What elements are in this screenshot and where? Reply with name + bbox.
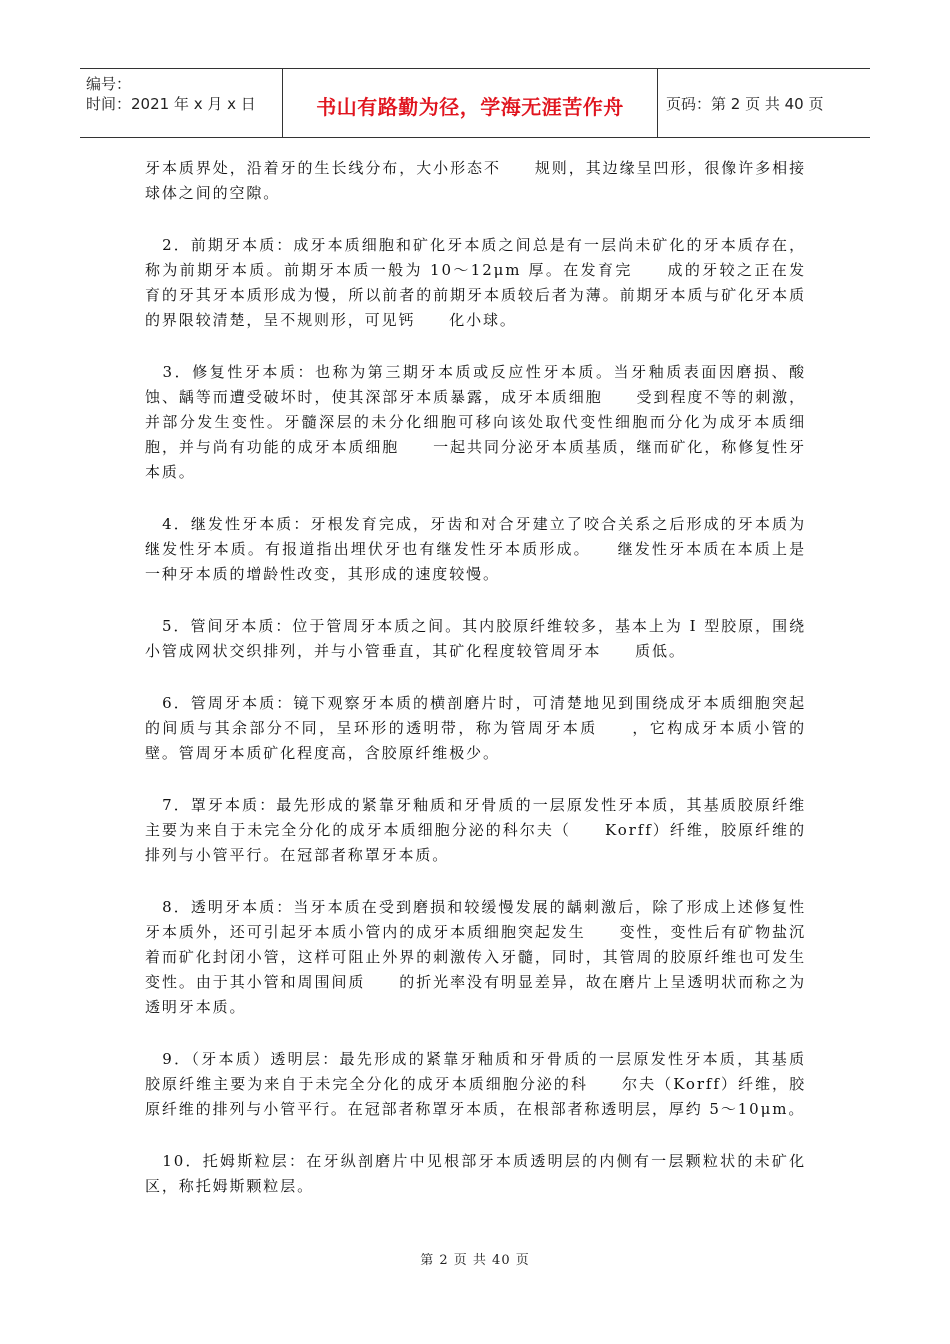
motto-text: 书山有路勤为径，学海无涯苦作舟 bbox=[316, 95, 624, 119]
paragraph-hyaline-layer: 9．（牙本质）透明层：最先形成的紧靠牙釉质和牙骨质的一层原发性牙本质，其基质胶原纤维主要为来自于未完全分化的成牙本质细胞分泌的科 尔夫（Korff）纤维，胶原纤维的排列与小管平行。在冠部者称罩牙本质，在根部者称透明层，厚约 5～10μm。 bbox=[145, 1050, 806, 1118]
paragraph-predentin: 2．前期牙本质：成牙本质细胞和矿化牙本质之间总是有一层尚未矿化的牙本质存在，称为前期牙本质。前期牙本质一般为 10～12μm 厚。在发育完 成的牙较之正在发育的牙其牙本质形成为慢，所以前者的前期牙本质较后者为薄。前期牙本质与矿化牙本质的界限较清楚，呈不规则形，可见钙 化小球。 bbox=[145, 236, 806, 329]
paragraph-peritubular-dentin: 6．管周牙本质：镜下观察牙本质的横剖磨片时，可清楚地见到围绕成牙本质细胞突起的间质与其余部分不同，呈环形的透明带，称为管周牙本质 ，它构成牙本质小管的壁。管周牙本质矿化程度高，含胶原纤维极少。 bbox=[145, 694, 806, 762]
header-motto-cell bbox=[283, 69, 658, 137]
header-info-cell bbox=[80, 69, 283, 137]
paragraph-mantle-dentin: 7．罩牙本质：最先形成的紧靠牙釉质和牙骨质的一层原发性牙本质，其基质胶原纤维主要为来自于未完全分化的成牙本质细胞分泌的科尔夫（ Korff）纤维，胶原纤维的排列与小管平行。在冠部者称罩牙本质。 bbox=[145, 796, 806, 864]
paragraph-intertubular-dentin: 5．管间牙本质：位于管周牙本质之间。其内胶原纤维较多，基本上为 I 型胶原，围绕小管成网状交织排列，并与小管垂直，其矿化程度较管周牙本 质低。 bbox=[145, 617, 806, 660]
page-number-label: 页码：第 2 页 共 40 页 bbox=[666, 95, 824, 113]
paragraph-reparative-dentin: 3．修复性牙本质：也称为第三期牙本质或反应性牙本质。当牙釉质表面因磨损、酸蚀、龋等而遭受破坏时，使其深部牙本质暴露，成牙本质细胞 受到程度不等的刺激，并部分发生变性。牙髓深层的未分化细胞可移向该处取代变性细胞而分化为成牙本质细胞，并与尚有功能的成牙本质细胞 一起共同分泌牙本质基质，继而矿化，称修复性牙本质。 bbox=[145, 363, 806, 481]
paragraph-transparent-dentin: 8．透明牙本质：当牙本质在受到磨损和较缓慢发展的龋刺激后，除了形成上述修复性牙本质外，还可引起牙本质小管内的成牙本质细胞突起发生 变性，变性后有矿物盐沉着而矿化封闭小管，这样可阻止外界的刺激传入牙髓，同时，其管周的胶原纤维也可发生变性。由于其小管和周围间质 的折光率没有明显差异，故在磨片上呈透明状而称之为透明牙本质。 bbox=[145, 898, 806, 1016]
page-footer: 第 2 页 共 40 页 bbox=[420, 1253, 530, 1268]
paragraph-secondary-dentin: 4．继发性牙本质：牙根发育完成，牙齿和对合牙建立了咬合关系之后形成的牙本质为继发性牙本质。有报道指出埋伏牙也有继发性牙本质形成。 继发性牙本质在本质上是一种牙本质的增龄性改变，其形成的速度较慢。 bbox=[145, 515, 806, 583]
paragraph-tomes-granular-layer: 10．托姆斯粒层：在牙纵剖磨片中见根部牙本质透明层的内侧有一层颗粒状的未矿化区，称托姆斯颗粒层。 bbox=[145, 1152, 806, 1195]
page-header bbox=[80, 68, 870, 138]
document-body bbox=[145, 156, 806, 1226]
document-number-label: 编号： bbox=[86, 75, 132, 93]
date-label: 时间：2021 年 x 月 x 日 bbox=[86, 95, 256, 113]
header-page-cell bbox=[658, 69, 870, 137]
paragraph: 牙本质界处，沿着牙的生长线分布，大小形态不 规则，其边缘呈凹形，很像许多相接球体之间的空隙。 bbox=[145, 159, 806, 202]
